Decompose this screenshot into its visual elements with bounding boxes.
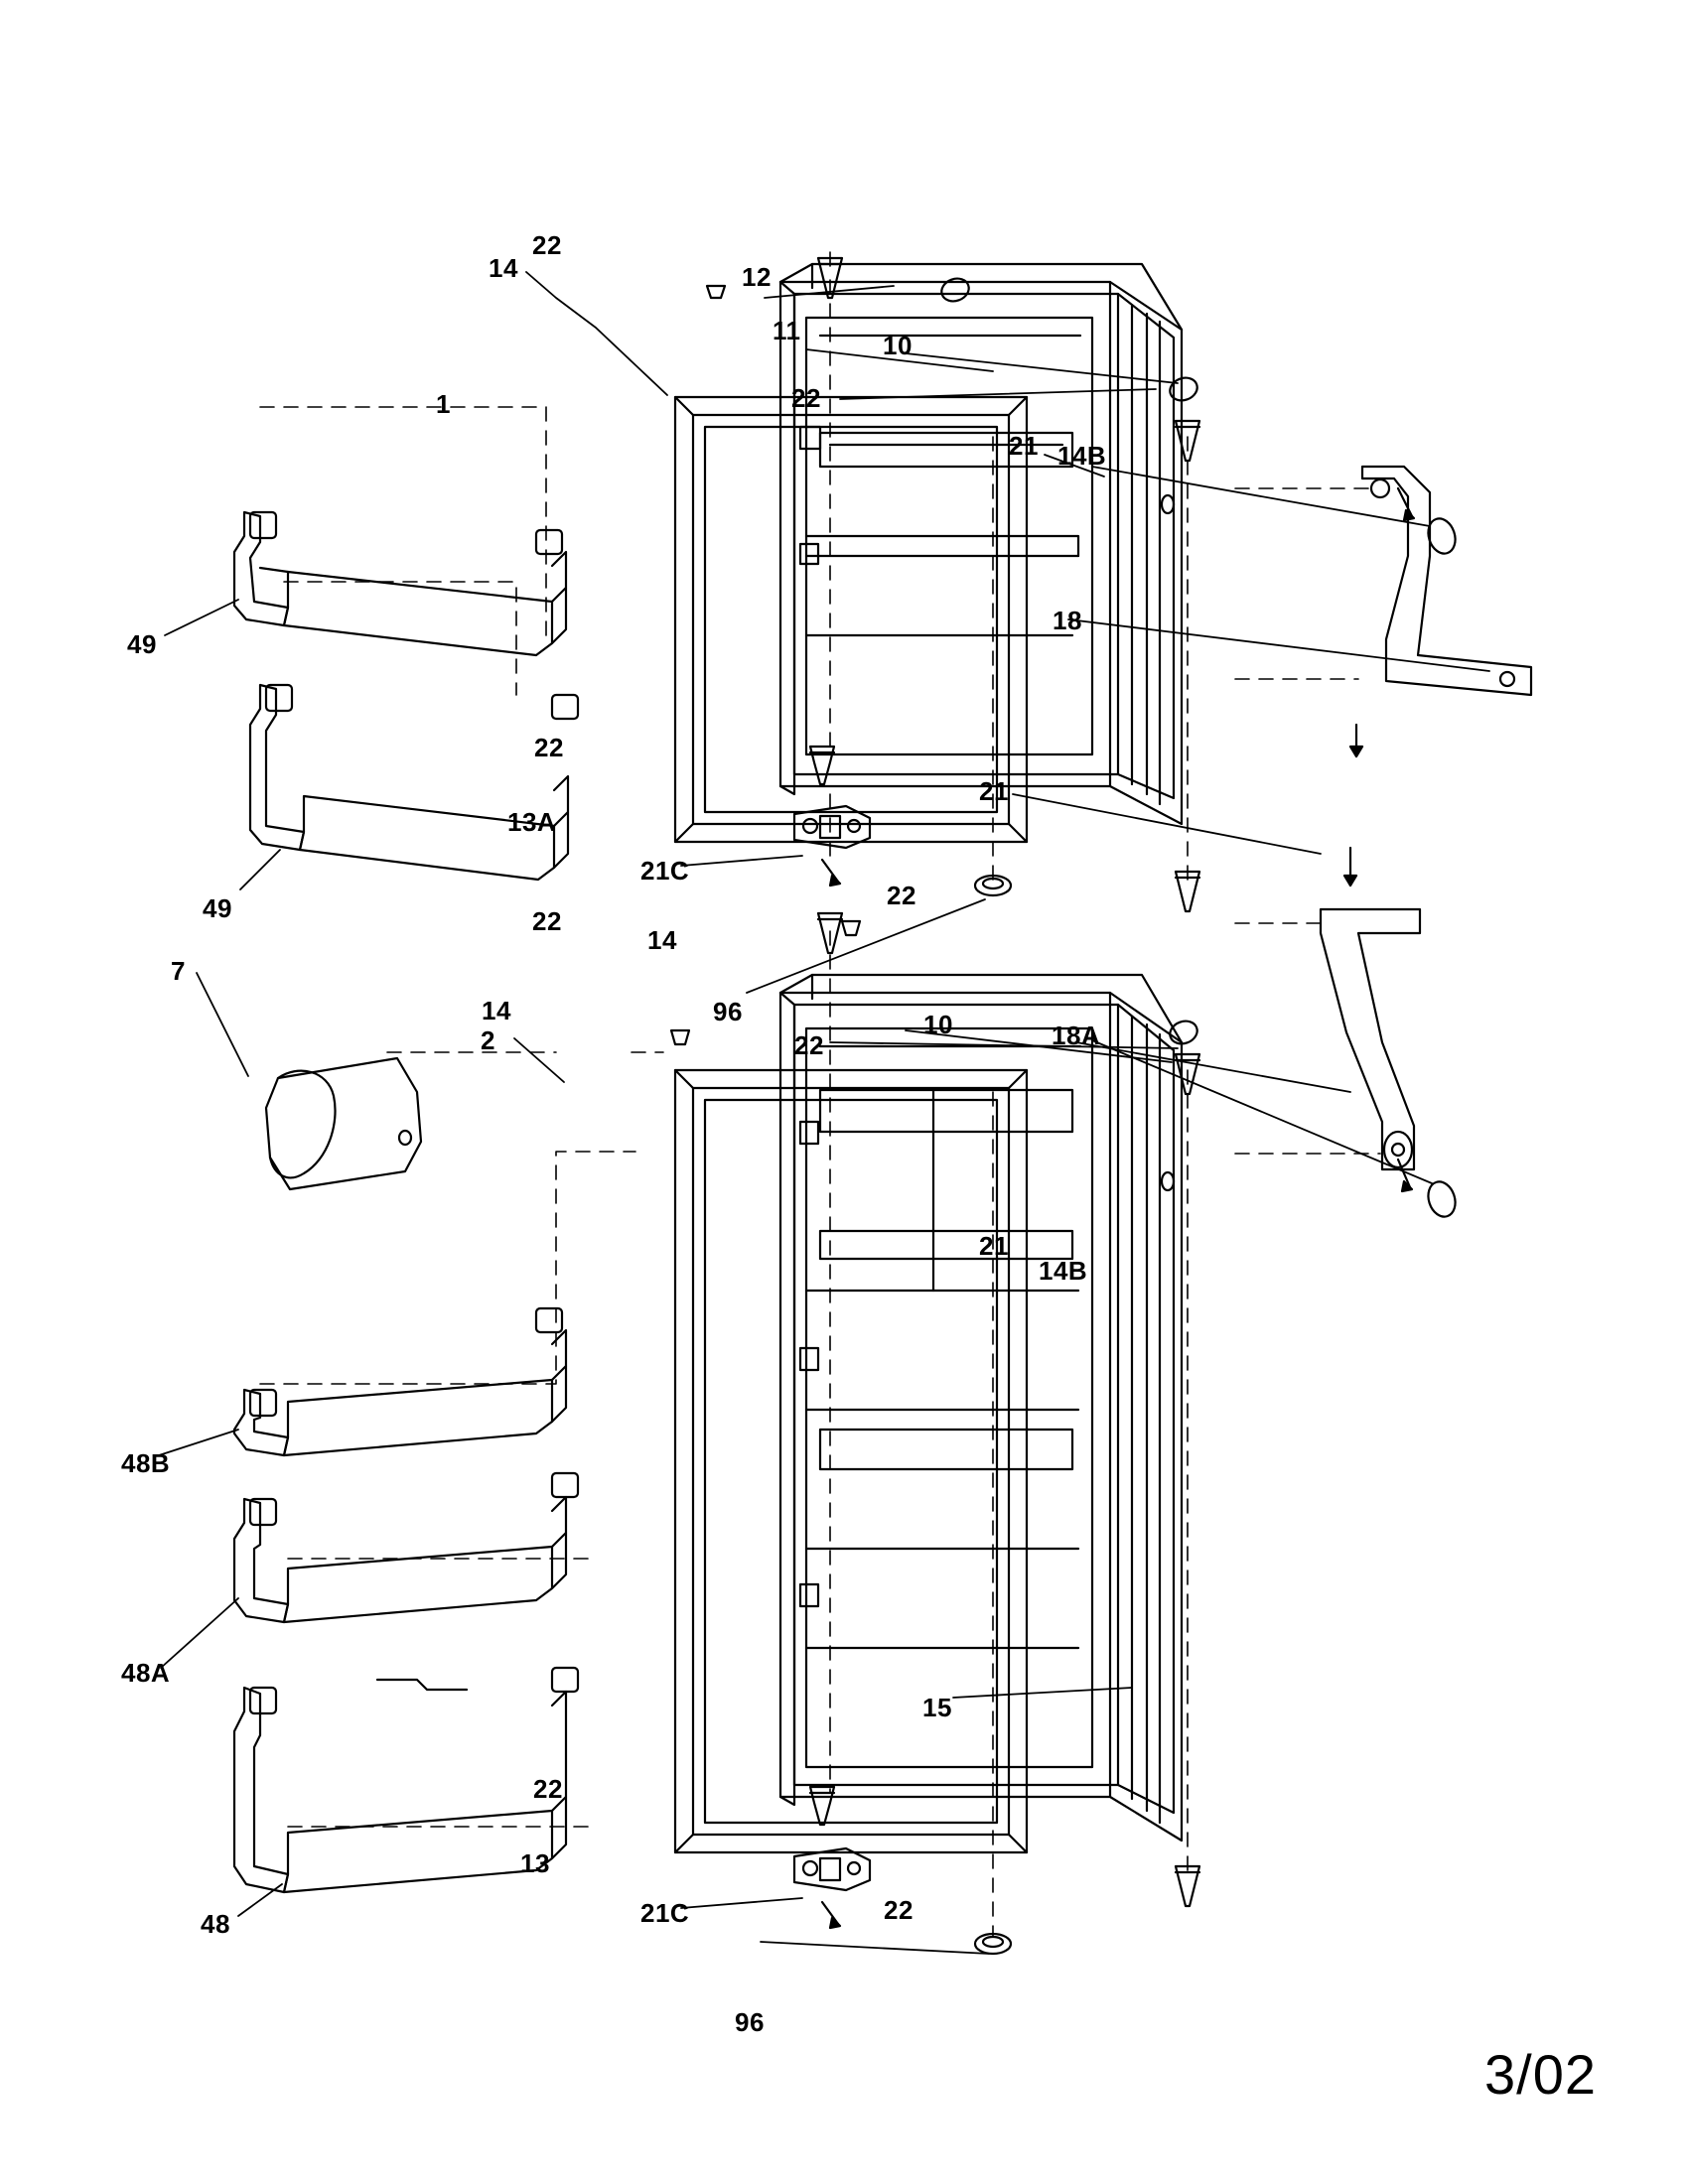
- top-hinge-18: [1362, 467, 1531, 695]
- callout-13A: 13A: [507, 807, 557, 837]
- door-bin-49-lower: [250, 685, 578, 880]
- callout-96-top: 96: [713, 997, 743, 1026]
- plug-14-lower-b: [671, 1030, 689, 1044]
- callout-15: 15: [922, 1693, 952, 1722]
- callout-21-mid: 21: [979, 776, 1009, 806]
- callout-10-mid: 10: [923, 1010, 953, 1039]
- callout-14B-low: 14B: [1039, 1256, 1088, 1286]
- callout-22-lower-door-top: 22: [532, 906, 562, 936]
- callout-14-mid-left: 14: [482, 996, 511, 1025]
- callout-96-bottom: 96: [735, 2007, 765, 2037]
- leader-lines: [159, 272, 1489, 1954]
- callout-49-upper: 49: [127, 629, 157, 659]
- freezer-door-slab: [780, 264, 1182, 824]
- hinge-plate-13: [794, 1848, 870, 1890]
- callout-2: 2: [481, 1025, 495, 1055]
- grommet-96-bottom: [975, 1934, 1011, 1954]
- callout-21-low: 21: [979, 1231, 1009, 1261]
- callout-49-lower: 49: [203, 893, 232, 923]
- callout-21C-top: 21C: [640, 856, 690, 886]
- callout-12: 12: [742, 262, 772, 292]
- door-bin-48B: [234, 1308, 566, 1455]
- door-bin-48A: [234, 1473, 578, 1622]
- callout-22-left-upper: 22: [534, 733, 564, 762]
- callout-13: 13: [520, 1848, 550, 1878]
- cap-10-lower: [1167, 1018, 1200, 1047]
- callout-1: 1: [436, 389, 451, 419]
- cap-10-top: [1167, 374, 1200, 404]
- plug-14-top: [707, 286, 725, 298]
- callout-22-right-lower: 22: [794, 1030, 824, 1060]
- door-bin-49-upper: [234, 512, 566, 655]
- callout-22-right-upper: 22: [791, 383, 821, 413]
- callout-48B: 48B: [121, 1448, 171, 1478]
- cap-14B-lower: [1424, 1178, 1460, 1220]
- refrigerator-door-slab: [780, 975, 1182, 1841]
- callout-48A: 48A: [121, 1658, 171, 1688]
- callout-18A: 18A: [1052, 1021, 1101, 1050]
- screw-22-left-upper: [810, 747, 834, 784]
- callout-22-right-mid: 22: [887, 881, 916, 910]
- callout-14B-top-right: 14B: [1057, 441, 1107, 471]
- pin-21C-upper: [822, 860, 840, 886]
- pin-21C-lower: [822, 1902, 840, 1928]
- callout-48: 48: [201, 1909, 230, 1939]
- cap-12: [938, 275, 972, 305]
- pin-21-mid: [1350, 725, 1362, 756]
- callout-22: 22: [532, 230, 562, 260]
- callout-18: 18: [1053, 606, 1082, 635]
- callout-10-top: 10: [883, 331, 913, 360]
- callout-11: 11: [773, 316, 801, 345]
- pin-21-lower: [1344, 848, 1356, 886]
- callout-22-left-lower: 22: [533, 1774, 563, 1804]
- callout-22-bottom: 22: [884, 1895, 914, 1925]
- plug-14-lower-a: [842, 921, 860, 935]
- callout-21C-bottom: 21C: [640, 1898, 690, 1928]
- callout-14: 14: [489, 253, 518, 283]
- screw-22-bottom-right: [1176, 1866, 1199, 1906]
- part-7-cylinder: [266, 1058, 421, 1189]
- callout-7: 7: [171, 956, 186, 986]
- mid-hinge-18A: [1321, 909, 1420, 1169]
- refrigerator-door-gasket: [675, 1070, 1027, 1852]
- callout-14-mid: 14: [647, 925, 677, 955]
- callout-21-top-right: 21: [1009, 431, 1039, 461]
- revision-date-stamp: 3/02: [1484, 2043, 1597, 2106]
